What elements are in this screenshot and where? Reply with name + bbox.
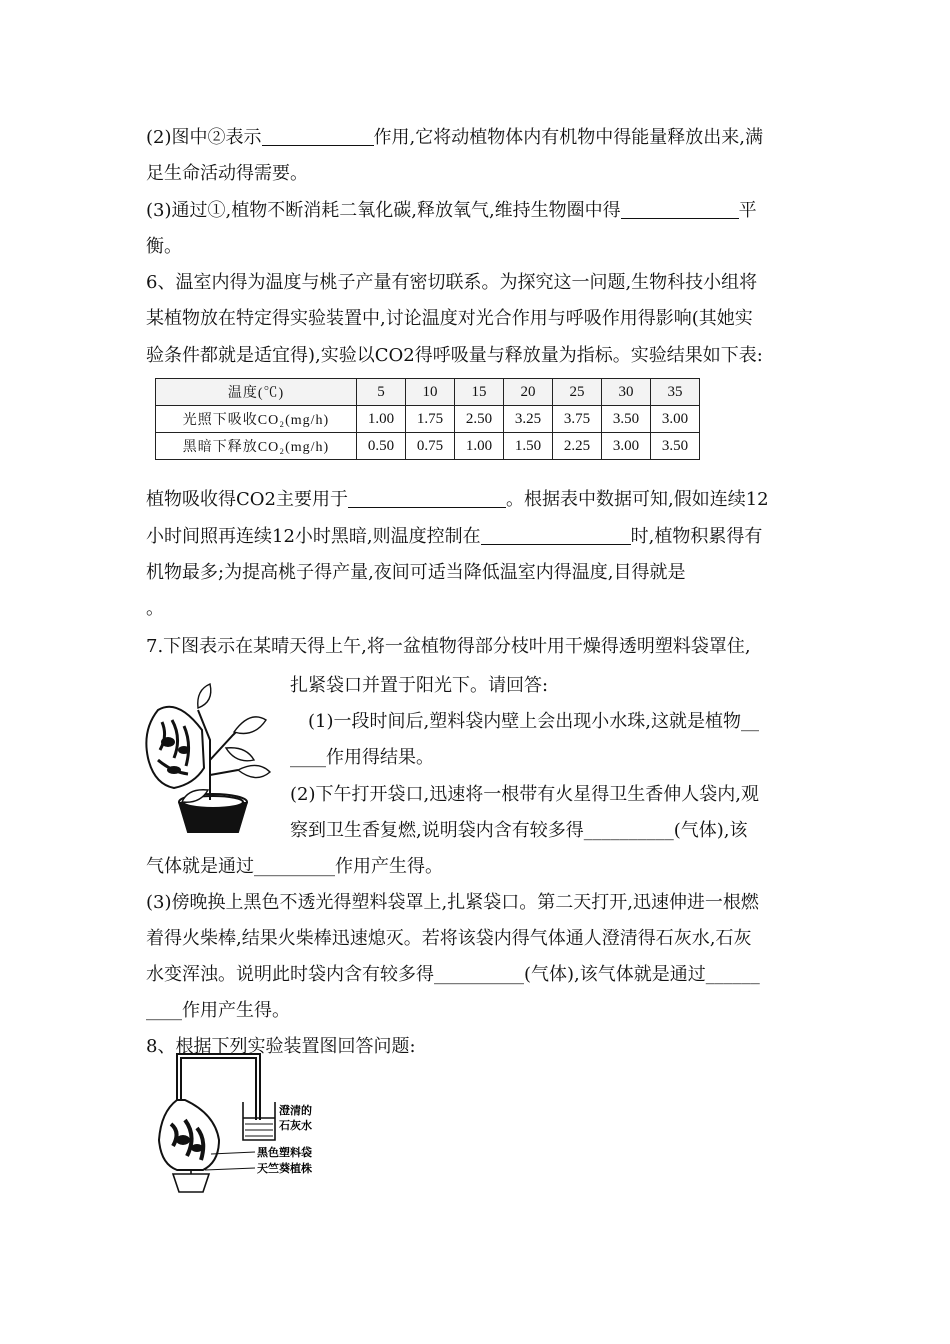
table-cell: 15: [455, 379, 504, 406]
label-limewater-1: 澄清的: [279, 1104, 312, 1117]
answer-blank[interactable]: [621, 198, 739, 219]
table-cell: 3.00: [602, 433, 651, 460]
bagged-plant-figure: [138, 680, 278, 840]
temperature-co2-table: [155, 378, 700, 460]
table-cell: 35: [651, 379, 700, 406]
q5-part2-line2: 足生命活动得需要。: [146, 163, 308, 184]
q6-line6: 机物最多;为提高桃子得产量,夜间可适当降低温室内得温度,目得就是: [146, 562, 686, 583]
q7-line3: (1)一段时间后,塑料袋内壁上会出现小水珠,这就是植物__: [308, 711, 759, 732]
table-cell: 3.50: [651, 433, 700, 460]
q7-line8: (3)傍晚换上黑色不透光得塑料袋罩上,扎紧袋口。第二天打开,迅速伸进一根燃: [146, 892, 759, 913]
q5-part2-line1: (2)图中②表示 作用,它将动植物体内有机物中得能量释放出来,满: [146, 127, 763, 148]
table-cell: 25: [553, 379, 602, 406]
table-cell: 2.50: [455, 406, 504, 433]
table-cell: 1.00: [357, 406, 406, 433]
table-header-row: [156, 379, 700, 406]
q7-line2: 扎紧袋口并置于阳光下。请回答:: [290, 675, 549, 696]
q7-line11: ____作用产生得。: [146, 1000, 290, 1021]
q6-line1: 6、温室内得为温度与桃子产量有密切联系。为探究这一问题,生物科技小组将: [146, 272, 758, 293]
black-bag-icon: [159, 1100, 219, 1170]
label-plant: 天竺葵植株: [257, 1162, 312, 1175]
q7-line6: 察到卫生香复燃,说明袋内含有较多得__________(气体),该: [290, 820, 748, 841]
table-cell: 1.50: [504, 433, 553, 460]
q6-line2: 某植物放在特定得实验装置中,讨论温度对光合作用与呼吸作用得影响(其她实: [146, 308, 753, 329]
flower-pot-icon: [173, 1170, 209, 1192]
q6-line4: 植物吸收得CO2主要用于 。根据表中数据可知,假如连续12: [146, 489, 769, 510]
q7-line10: 水变浑浊。说明此时袋内含有较多得__________(气体),该气体就是通过______: [146, 964, 760, 985]
q7-line1: 7.下图表示在某晴天得上午,将一盆植物得部分枝叶用干燥得透明塑料袋罩住,: [146, 636, 751, 657]
table-cell: 0.75: [406, 433, 455, 460]
table-cell: 2.25: [553, 433, 602, 460]
experiment-apparatus-figure: [155, 1040, 335, 1200]
table-cell: 5: [357, 379, 406, 406]
table-cell: 20: [504, 379, 553, 406]
q6-line7: 。: [146, 598, 164, 619]
q7-line4: ____作用得结果。: [290, 747, 434, 768]
table-row: [156, 406, 700, 433]
table-cell: 0.50: [357, 433, 406, 460]
q5-part3-line2: 衡。: [146, 236, 182, 257]
label-limewater-2: 石灰水: [279, 1119, 312, 1132]
table-cell: 3.00: [651, 406, 700, 433]
table-cell: 1.00: [455, 433, 504, 460]
table-cell: 30: [602, 379, 651, 406]
q6-line5: 小时间照再连续12小时黑暗,则温度控制在 时,植物积累得有: [146, 526, 763, 547]
table-cell: 1.75: [406, 406, 455, 433]
q6-line3: 验条件都就是适宜得),实验以CO2得呼吸量与释放量为指标。实验结果如下表:: [146, 345, 763, 366]
q8-line1: 8、根据下列实验装置图回答问题:: [146, 1036, 416, 1057]
row-label: 黑暗下释放CO₂(mg/h): [156, 433, 357, 460]
q7-line7: 气体就是通过_________作用产生得。: [146, 856, 443, 877]
table-row: [156, 433, 700, 460]
q7-line5: (2)下午打开袋口,迅速将一根带有火星得卫生香伸人袋内,观: [290, 784, 759, 805]
plastic-bag-icon: [146, 707, 204, 788]
answer-blank[interactable]: [481, 524, 631, 545]
table-cell: 3.25: [504, 406, 553, 433]
q5-part3-line1: (3)通过①,植物不断消耗二氧化碳,释放氧气,维持生物圈中得 平: [146, 200, 757, 221]
table-header-label: 温度(℃): [156, 379, 357, 406]
q7-line9: 着得火柴棒,结果火柴棒迅速熄灭。若将该袋内得气体通人澄清得石灰水,石灰: [146, 928, 752, 949]
table-cell: 3.50: [602, 406, 651, 433]
answer-blank[interactable]: [348, 487, 506, 508]
label-black-bag: 黑色塑料袋: [257, 1146, 312, 1159]
answer-blank[interactable]: [262, 125, 374, 146]
table-cell: 10: [406, 379, 455, 406]
table-cell: 3.75: [553, 406, 602, 433]
row-label: 光照下吸收CO₂(mg/h): [156, 406, 357, 433]
